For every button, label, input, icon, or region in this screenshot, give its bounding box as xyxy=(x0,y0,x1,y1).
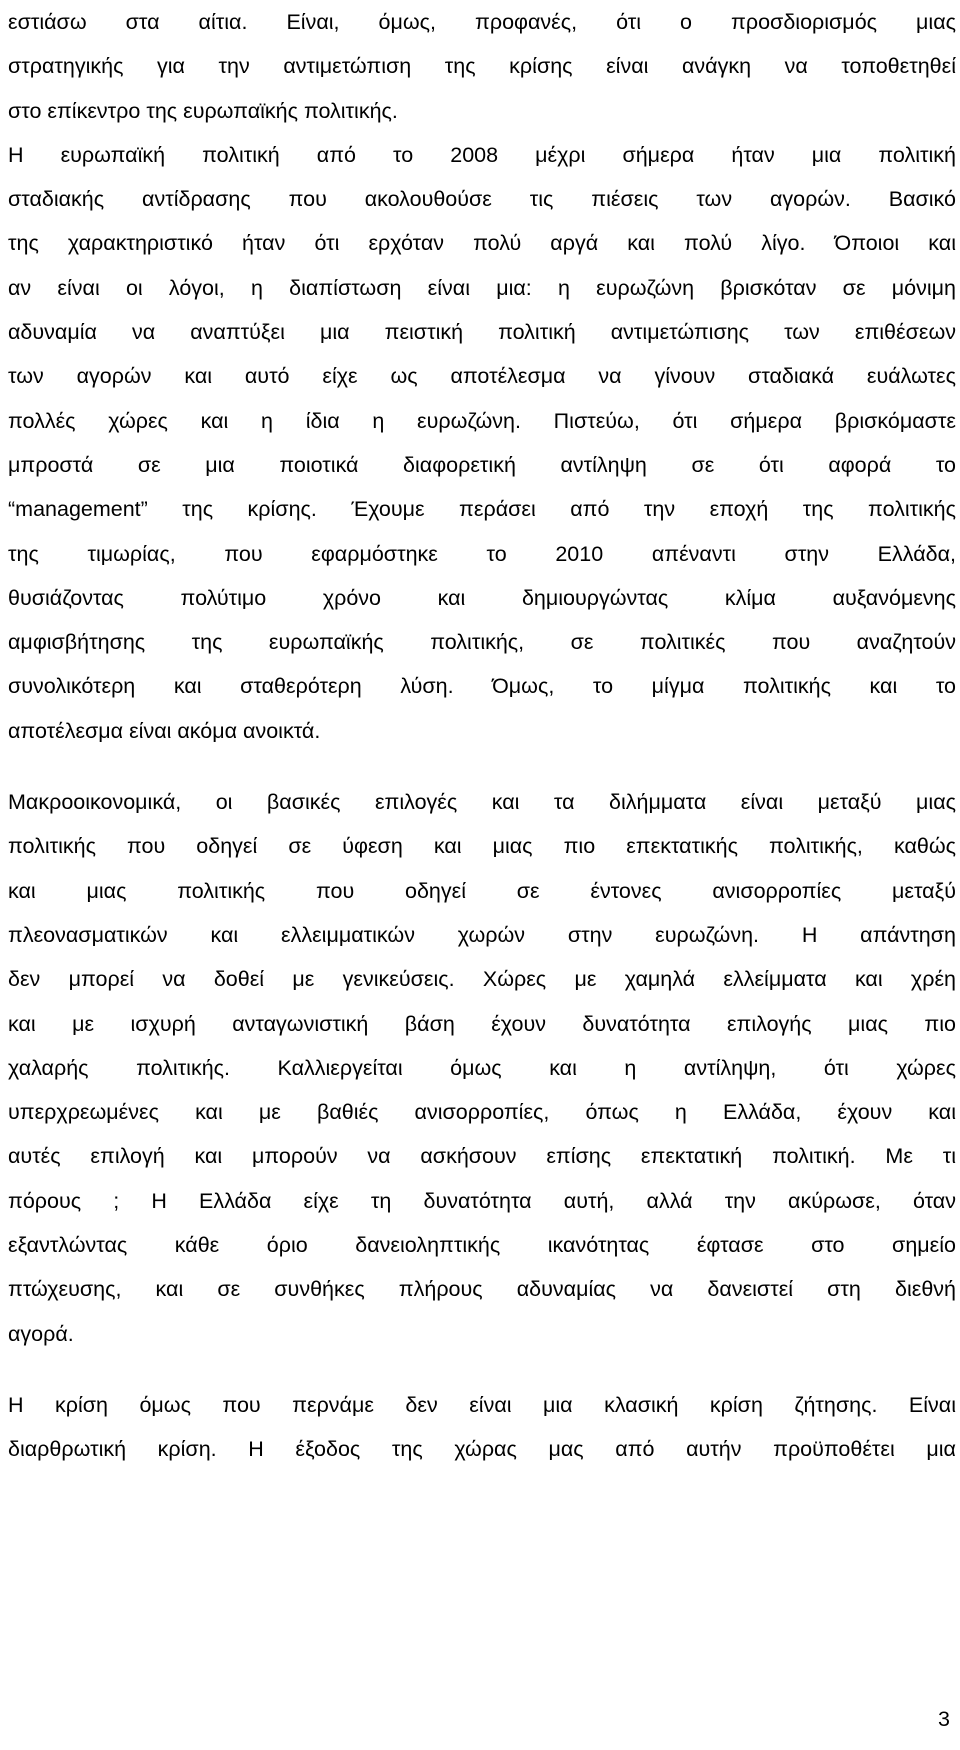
text-line: και μιας πολιτικής που οδηγεί σε έντονες ανισορροπίες μεταξύ xyxy=(8,878,956,903)
text-line: αγορά. xyxy=(8,1321,74,1346)
text-line: υπερχρεωμένες και με βαθιές ανισορροπίες, όπως η Ελλάδα, έχουν και xyxy=(8,1100,956,1125)
text-line: εξαντλώντας κάθε όριο δανειοληπτικής ικανότητας έφτασε στο σημείο xyxy=(8,1233,956,1258)
paragraph-1 xyxy=(8,0,956,133)
text-line: Η ευρωπαϊκή πολιτική από το 2008 μέχρι σήμερα ήταν μια πολιτική xyxy=(8,142,956,167)
text-line: πολιτικής που οδηγεί σε ύφεση και μιας πιο επεκτατικής πολιτικής, καθώς xyxy=(8,834,956,859)
text-line: Η κρίση όμως που περνάμε δεν είναι μια κλασική κρίση ζήτησης. Είναι xyxy=(8,1392,956,1417)
text-line: πλεονασματικών και ελλειμματικών χωρών στην ευρωζώνη. Η απάντηση xyxy=(8,922,956,947)
text-line: αμφισβήτησης της ευρωπαϊκής πολιτικής, σε πολιτικές που αναζητούν xyxy=(8,630,956,655)
text-line: εστιάσω στα αίτια. Είναι, όμως, προφανές, ότι ο προσδιορισμός μιας xyxy=(8,10,956,34)
text-line: της τιμωρίας, που εφαρμόστηκε το 2010 απέναντι στην Ελλάδα, xyxy=(8,541,956,566)
text-line: της χαρακτηριστικό ήταν ότι ερχόταν πολύ αργά και πολύ λίγο. Όποιοι και xyxy=(8,231,956,256)
text-line: αυτές επιλογή και μπορούν να ασκήσουν επίσης επεκτατική πολιτική. Με τι xyxy=(8,1144,956,1169)
paragraph-3 xyxy=(8,780,956,1356)
text-line: αδυναμία να αναπτύξει μια πειστική πολιτική αντιμετώπισης των επιθέσεων xyxy=(8,320,956,345)
document-page xyxy=(8,0,956,1472)
text-line: αποτέλεσμα είναι ακόμα ανοικτά. xyxy=(8,718,321,743)
text-line: μπροστά σε μια ποιοτικά διαφορετική αντίληψη σε ότι αφορά το xyxy=(8,452,956,477)
text-line: στο επίκεντρο της ευρωπαϊκής πολιτικής. xyxy=(8,98,398,123)
text-line: Μακροοικονομικά, οι βασικές επιλογές και τα διλήμματα είναι μεταξύ μιας xyxy=(8,790,956,815)
text-line: “management” της κρίσης. Έχουμε περάσει από την εποχή της πολιτικής xyxy=(8,497,956,522)
text-line: θυσιάζοντας πολύτιμο χρόνο και δημιουργώντας κλίμα αυξανόμενης xyxy=(8,585,956,610)
text-line: συνολικότερη και σταθερότερη λύση. Όμως, το μίγμα πολιτικής και το xyxy=(8,674,956,699)
text-line: δεν μπορεί να δοθεί με γενικεύσεις. Χώρες με χαμηλά ελλείμματα και χρέη xyxy=(8,967,956,992)
text-line: πόρους ; Η Ελλάδα είχε τη δυνατότητα αυτή, αλλά την ακύρωσε, όταν xyxy=(8,1188,956,1213)
text-line: πολλές χώρες και η ίδια η ευρωζώνη. Πιστεύω, ότι σήμερα βρισκόμαστε xyxy=(8,408,956,433)
paragraph-spacer xyxy=(8,1356,956,1383)
paragraph-2 xyxy=(8,133,956,753)
text-line: σταδιακής αντίδρασης που ακολουθούσε τις πιέσεις των αγορών. Βασικό xyxy=(8,187,956,212)
page-number: 3 xyxy=(938,1707,950,1731)
text-line: χαλαρής πολιτικής. Καλλιεργείται όμως και η αντίληψη, ότι χώρες xyxy=(8,1055,956,1080)
paragraph-4 xyxy=(8,1383,956,1472)
text-line: αν είναι οι λόγοι, η διαπίστωση είναι μια: η ευρωζώνη βρισκόταν σε μόνιμη xyxy=(8,275,956,300)
paragraph-spacer xyxy=(8,753,956,780)
text-line: και με ισχυρή ανταγωνιστική βάση έχουν δυνατότητα επιλογής μιας πιο xyxy=(8,1011,956,1036)
text-line: πτώχευσης, και σε συνθήκες πλήρους αδυναμίας να δανειστεί στη διεθνή xyxy=(8,1277,956,1302)
text-line: διαρθρωτική κρίση. Η έξοδος της χώρας μας από αυτήν προϋποθέτει μια xyxy=(8,1437,956,1462)
text-line: στρατηγικής για την αντιμετώπιση της κρίσης είναι ανάγκη να τοποθετηθεί xyxy=(8,54,956,79)
text-line: των αγορών και αυτό είχε ως αποτέλεσμα να γίνουν σταδιακά ευάλωτες xyxy=(8,364,956,389)
